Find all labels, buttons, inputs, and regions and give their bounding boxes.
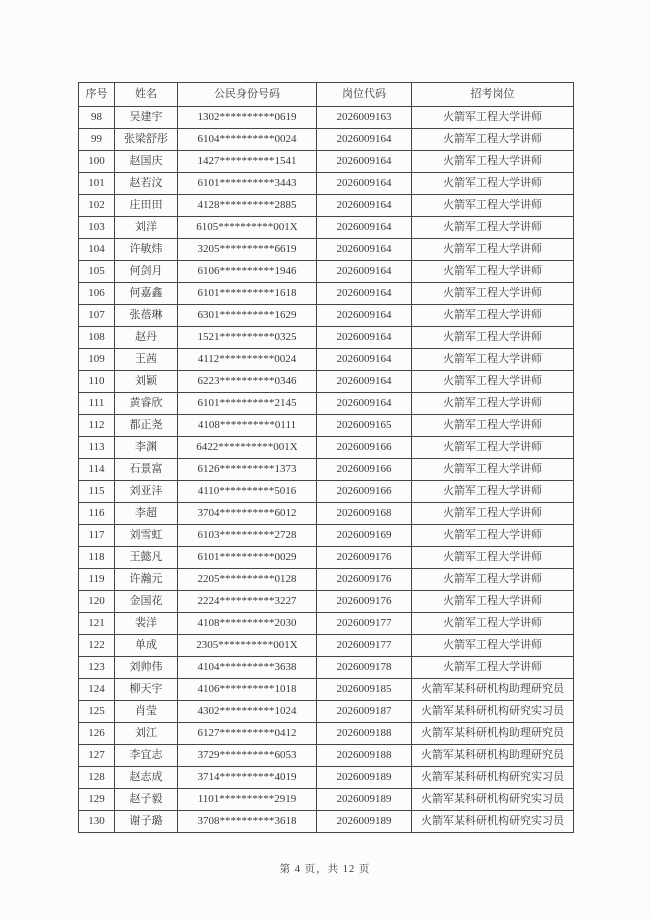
citizen-id-number: 6105**********001X bbox=[178, 217, 317, 239]
row-serial: 128 bbox=[79, 767, 115, 789]
job-code: 2026009164 bbox=[317, 283, 412, 305]
recruitment-position: 火箭军某科研机构研究实习员 bbox=[412, 811, 574, 833]
table-row bbox=[79, 305, 574, 327]
table-row bbox=[79, 261, 574, 283]
table-row bbox=[79, 789, 574, 811]
job-code: 2026009169 bbox=[317, 525, 412, 547]
candidate-name: 赵志成 bbox=[115, 767, 178, 789]
citizen-id-number: 2205**********0128 bbox=[178, 569, 317, 591]
recruitment-position: 火箭军工程大学讲师 bbox=[412, 371, 574, 393]
citizen-id-number: 6103**********2728 bbox=[178, 525, 317, 547]
recruitment-position: 火箭军工程大学讲师 bbox=[412, 503, 574, 525]
recruitment-position: 火箭军工程大学讲师 bbox=[412, 261, 574, 283]
row-serial: 114 bbox=[79, 459, 115, 481]
row-serial: 121 bbox=[79, 613, 115, 635]
candidate-name: 刘洋 bbox=[115, 217, 178, 239]
candidate-name: 刘亚沣 bbox=[115, 481, 178, 503]
row-serial: 103 bbox=[79, 217, 115, 239]
citizen-id-number: 6422**********001X bbox=[178, 437, 317, 459]
row-serial: 110 bbox=[79, 371, 115, 393]
col-header-position: 招考岗位 bbox=[412, 83, 574, 107]
job-code: 2026009163 bbox=[317, 107, 412, 129]
candidate-name: 李渊 bbox=[115, 437, 178, 459]
row-serial: 99 bbox=[79, 129, 115, 151]
job-code: 2026009177 bbox=[317, 613, 412, 635]
candidate-name: 王茜 bbox=[115, 349, 178, 371]
table-row bbox=[79, 503, 574, 525]
recruitment-position: 火箭军工程大学讲师 bbox=[412, 283, 574, 305]
table-row bbox=[79, 635, 574, 657]
candidate-name: 何嘉鑫 bbox=[115, 283, 178, 305]
table-row bbox=[79, 151, 574, 173]
citizen-id-number: 6104**********0024 bbox=[178, 129, 317, 151]
table-row bbox=[79, 195, 574, 217]
candidate-name: 张梁舒彤 bbox=[115, 129, 178, 151]
citizen-id-number: 4112**********0024 bbox=[178, 349, 317, 371]
row-serial: 109 bbox=[79, 349, 115, 371]
citizen-id-number: 4302**********1024 bbox=[178, 701, 317, 723]
citizen-id-number: 6101**********0029 bbox=[178, 547, 317, 569]
citizen-id-number: 1302**********0619 bbox=[178, 107, 317, 129]
job-code: 2026009166 bbox=[317, 437, 412, 459]
candidate-name: 赵丹 bbox=[115, 327, 178, 349]
candidate-name: 刘江 bbox=[115, 723, 178, 745]
candidate-name: 吴建宇 bbox=[115, 107, 178, 129]
row-serial: 113 bbox=[79, 437, 115, 459]
row-serial: 101 bbox=[79, 173, 115, 195]
citizen-id-number: 4110**********5016 bbox=[178, 481, 317, 503]
recruitment-position: 火箭军某科研机构研究实习员 bbox=[412, 789, 574, 811]
job-code: 2026009189 bbox=[317, 767, 412, 789]
table-row bbox=[79, 349, 574, 371]
row-serial: 118 bbox=[79, 547, 115, 569]
job-code: 2026009164 bbox=[317, 305, 412, 327]
candidate-name: 柳天宇 bbox=[115, 679, 178, 701]
job-code: 2026009168 bbox=[317, 503, 412, 525]
citizen-id-number: 6301**********1629 bbox=[178, 305, 317, 327]
row-serial: 117 bbox=[79, 525, 115, 547]
recruitment-position: 火箭军工程大学讲师 bbox=[412, 239, 574, 261]
citizen-id-number: 6127**********0412 bbox=[178, 723, 317, 745]
job-code: 2026009176 bbox=[317, 569, 412, 591]
job-code: 2026009189 bbox=[317, 789, 412, 811]
row-serial: 115 bbox=[79, 481, 115, 503]
col-header-job-code: 岗位代码 bbox=[317, 83, 412, 107]
candidate-name: 赵子毅 bbox=[115, 789, 178, 811]
recruitment-position: 火箭军某科研机构助理研究员 bbox=[412, 679, 574, 701]
row-serial: 130 bbox=[79, 811, 115, 833]
row-serial: 120 bbox=[79, 591, 115, 613]
recruitment-position: 火箭军工程大学讲师 bbox=[412, 657, 574, 679]
col-header-serial: 序号 bbox=[79, 83, 115, 107]
job-code: 2026009164 bbox=[317, 349, 412, 371]
row-serial: 122 bbox=[79, 635, 115, 657]
citizen-id-number: 3714**********4019 bbox=[178, 767, 317, 789]
citizen-id-number: 1521**********0325 bbox=[178, 327, 317, 349]
table-row bbox=[79, 679, 574, 701]
col-header-citizen-id: 公民身份号码 bbox=[178, 83, 317, 107]
row-serial: 127 bbox=[79, 745, 115, 767]
table-row bbox=[79, 745, 574, 767]
citizen-id-number: 6223**********0346 bbox=[178, 371, 317, 393]
job-code: 2026009164 bbox=[317, 393, 412, 415]
citizen-id-number: 6101**********2145 bbox=[178, 393, 317, 415]
candidate-name: 赵国庆 bbox=[115, 151, 178, 173]
table-row bbox=[79, 393, 574, 415]
recruitment-position: 火箭军工程大学讲师 bbox=[412, 129, 574, 151]
row-serial: 104 bbox=[79, 239, 115, 261]
citizen-id-number: 4106**********1018 bbox=[178, 679, 317, 701]
job-code: 2026009189 bbox=[317, 811, 412, 833]
table-header-row bbox=[79, 83, 574, 107]
job-code: 2026009164 bbox=[317, 371, 412, 393]
job-code: 2026009188 bbox=[317, 723, 412, 745]
citizen-id-number: 4108**********0111 bbox=[178, 415, 317, 437]
recruitment-position: 火箭军某科研机构研究实习员 bbox=[412, 701, 574, 723]
recruitment-position: 火箭军工程大学讲师 bbox=[412, 217, 574, 239]
table-row bbox=[79, 107, 574, 129]
table-row bbox=[79, 283, 574, 305]
candidate-name: 李宜志 bbox=[115, 745, 178, 767]
candidate-name: 何剑月 bbox=[115, 261, 178, 283]
candidate-name: 肖莹 bbox=[115, 701, 178, 723]
citizen-id-number: 6101**********3443 bbox=[178, 173, 317, 195]
table-row bbox=[79, 525, 574, 547]
job-code: 2026009166 bbox=[317, 481, 412, 503]
table-row bbox=[79, 481, 574, 503]
citizen-id-number: 6101**********1618 bbox=[178, 283, 317, 305]
recruitment-position: 火箭军工程大学讲师 bbox=[412, 415, 574, 437]
job-code: 2026009187 bbox=[317, 701, 412, 723]
candidate-name: 张蓓琳 bbox=[115, 305, 178, 327]
job-code: 2026009178 bbox=[317, 657, 412, 679]
table-row bbox=[79, 723, 574, 745]
citizen-id-number: 3708**********3618 bbox=[178, 811, 317, 833]
recruitment-position: 火箭军工程大学讲师 bbox=[412, 349, 574, 371]
row-serial: 105 bbox=[79, 261, 115, 283]
citizen-id-number: 2224**********3227 bbox=[178, 591, 317, 613]
row-serial: 125 bbox=[79, 701, 115, 723]
citizen-id-number: 3704**********6012 bbox=[178, 503, 317, 525]
candidate-name: 黄睿欣 bbox=[115, 393, 178, 415]
table-row bbox=[79, 657, 574, 679]
table-row bbox=[79, 239, 574, 261]
table-row bbox=[79, 569, 574, 591]
candidate-name: 许瀚元 bbox=[115, 569, 178, 591]
row-serial: 107 bbox=[79, 305, 115, 327]
candidate-name: 都正尧 bbox=[115, 415, 178, 437]
job-code: 2026009164 bbox=[317, 217, 412, 239]
table-row bbox=[79, 591, 574, 613]
row-serial: 116 bbox=[79, 503, 115, 525]
candidate-name: 刘颖 bbox=[115, 371, 178, 393]
citizen-id-number: 4108**********2030 bbox=[178, 613, 317, 635]
recruitment-position: 火箭军某科研机构研究实习员 bbox=[412, 767, 574, 789]
recruitment-position: 火箭军工程大学讲师 bbox=[412, 327, 574, 349]
recruitment-position: 火箭军工程大学讲师 bbox=[412, 151, 574, 173]
citizen-id-number: 3205**********6619 bbox=[178, 239, 317, 261]
candidate-name: 石景富 bbox=[115, 459, 178, 481]
recruitment-position: 火箭军工程大学讲师 bbox=[412, 459, 574, 481]
job-code: 2026009164 bbox=[317, 195, 412, 217]
table-row bbox=[79, 547, 574, 569]
recruitment-position: 火箭军工程大学讲师 bbox=[412, 195, 574, 217]
row-serial: 108 bbox=[79, 327, 115, 349]
candidate-name: 赵若汶 bbox=[115, 173, 178, 195]
recruitment-position: 火箭军工程大学讲师 bbox=[412, 305, 574, 327]
table-body bbox=[79, 107, 574, 833]
candidate-name: 金国花 bbox=[115, 591, 178, 613]
table-row bbox=[79, 701, 574, 723]
recruitment-position: 火箭军工程大学讲师 bbox=[412, 569, 574, 591]
recruitment-position: 火箭军工程大学讲师 bbox=[412, 613, 574, 635]
table-row bbox=[79, 327, 574, 349]
citizen-id-number: 6126**********1373 bbox=[178, 459, 317, 481]
row-serial: 112 bbox=[79, 415, 115, 437]
page-number: 第 4 页，共 12 页 bbox=[279, 864, 371, 875]
job-code: 2026009164 bbox=[317, 327, 412, 349]
recruitment-position: 火箭军工程大学讲师 bbox=[412, 481, 574, 503]
candidate-name: 许敏炜 bbox=[115, 239, 178, 261]
table-row bbox=[79, 129, 574, 151]
citizen-id-number: 1427**********1541 bbox=[178, 151, 317, 173]
candidate-name: 谢子璐 bbox=[115, 811, 178, 833]
citizen-id-number: 4128**********2885 bbox=[178, 195, 317, 217]
table-row bbox=[79, 217, 574, 239]
recruitment-position: 火箭军工程大学讲师 bbox=[412, 437, 574, 459]
job-code: 2026009176 bbox=[317, 547, 412, 569]
recruitment-position: 火箭军工程大学讲师 bbox=[412, 107, 574, 129]
job-code: 2026009164 bbox=[317, 261, 412, 283]
recruitment-position: 火箭军工程大学讲师 bbox=[412, 525, 574, 547]
recruitment-position: 火箭军某科研机构助理研究员 bbox=[412, 723, 574, 745]
job-code: 2026009177 bbox=[317, 635, 412, 657]
table-row bbox=[79, 173, 574, 195]
recruitment-position: 火箭军工程大学讲师 bbox=[412, 547, 574, 569]
citizen-id-number: 1101**********2919 bbox=[178, 789, 317, 811]
candidate-name: 刘雪虹 bbox=[115, 525, 178, 547]
job-code: 2026009188 bbox=[317, 745, 412, 767]
job-code: 2026009166 bbox=[317, 459, 412, 481]
recruitment-roster-table bbox=[78, 82, 574, 833]
citizen-id-number: 6106**********1946 bbox=[178, 261, 317, 283]
job-code: 2026009164 bbox=[317, 173, 412, 195]
candidate-name: 王懿凡 bbox=[115, 547, 178, 569]
row-serial: 100 bbox=[79, 151, 115, 173]
candidate-name: 单成 bbox=[115, 635, 178, 657]
job-code: 2026009164 bbox=[317, 239, 412, 261]
table-row bbox=[79, 437, 574, 459]
candidate-name: 裴洋 bbox=[115, 613, 178, 635]
col-header-name: 姓名 bbox=[115, 83, 178, 107]
job-code: 2026009164 bbox=[317, 129, 412, 151]
table-row bbox=[79, 767, 574, 789]
table-row bbox=[79, 459, 574, 481]
row-serial: 129 bbox=[79, 789, 115, 811]
candidate-name: 李超 bbox=[115, 503, 178, 525]
citizen-id-number: 4104**********3638 bbox=[178, 657, 317, 679]
row-serial: 119 bbox=[79, 569, 115, 591]
job-code: 2026009165 bbox=[317, 415, 412, 437]
job-code: 2026009176 bbox=[317, 591, 412, 613]
row-serial: 126 bbox=[79, 723, 115, 745]
row-serial: 111 bbox=[79, 393, 115, 415]
candidate-name: 庄田田 bbox=[115, 195, 178, 217]
citizen-id-number: 2305**********001X bbox=[178, 635, 317, 657]
table-row bbox=[79, 415, 574, 437]
recruitment-position: 火箭军工程大学讲师 bbox=[412, 393, 574, 415]
job-code: 2026009164 bbox=[317, 151, 412, 173]
job-code: 2026009185 bbox=[317, 679, 412, 701]
row-serial: 124 bbox=[79, 679, 115, 701]
recruitment-position: 火箭军工程大学讲师 bbox=[412, 591, 574, 613]
recruitment-position: 火箭军工程大学讲师 bbox=[412, 635, 574, 657]
table-row bbox=[79, 371, 574, 393]
citizen-id-number: 3729**********6053 bbox=[178, 745, 317, 767]
row-serial: 106 bbox=[79, 283, 115, 305]
table-row bbox=[79, 811, 574, 833]
recruitment-position: 火箭军工程大学讲师 bbox=[412, 173, 574, 195]
row-serial: 102 bbox=[79, 195, 115, 217]
row-serial: 123 bbox=[79, 657, 115, 679]
table-row bbox=[79, 613, 574, 635]
candidate-name: 刘帅伟 bbox=[115, 657, 178, 679]
recruitment-position: 火箭军某科研机构助理研究员 bbox=[412, 745, 574, 767]
row-serial: 98 bbox=[79, 107, 115, 129]
